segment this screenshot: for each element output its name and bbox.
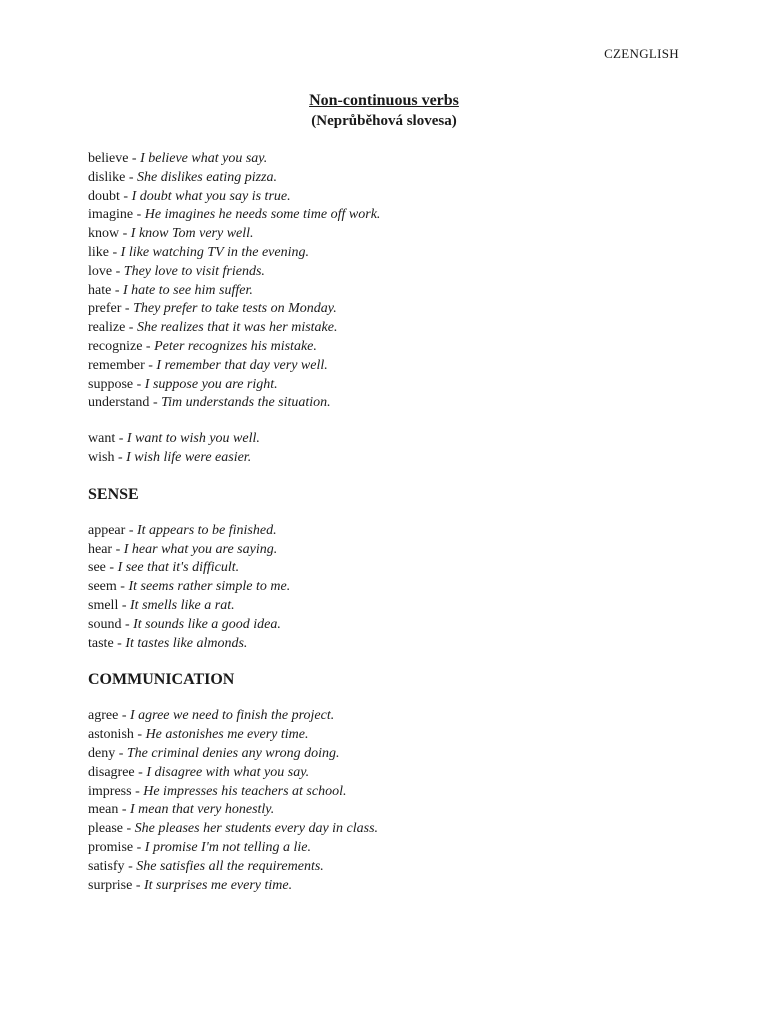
- example-sentence: She dislikes eating pizza.: [137, 169, 278, 185]
- verb-entry: love - They love to visit friends.: [88, 263, 265, 279]
- verb-word: dislike: [88, 169, 126, 185]
- verb-entry: appear - It appears to be finished.: [88, 522, 277, 538]
- verb-word: see: [88, 560, 106, 576]
- example-sentence: I agree we need to finish the project.: [129, 708, 335, 724]
- example-sentence: I believe what you say.: [140, 151, 268, 166]
- example-sentence: I promise I'm not telling a lie.: [144, 839, 311, 855]
- example-sentence: It seems rather simple to me.: [128, 579, 291, 595]
- verb-word: believe: [88, 151, 129, 166]
- verb-entry: hear - I hear what you are saying.: [88, 541, 278, 557]
- verb-word: doubt: [88, 188, 120, 204]
- document-body: [88, 150, 708, 895]
- example-sentence: I want to wish you well.: [126, 431, 260, 447]
- page-title: Non-continuous verbs: [309, 92, 459, 109]
- verb-word: deny: [88, 745, 116, 761]
- example-sentence: I wish life were easier.: [126, 449, 252, 465]
- example-sentence: Tim understands the situation.: [161, 395, 331, 411]
- verb-word: suppose: [88, 376, 134, 392]
- example-sentence: Peter recognizes his mistake.: [154, 338, 317, 354]
- verb-entry: understand - Tim understands the situation.: [88, 395, 331, 411]
- verb-word: recognize: [88, 338, 143, 354]
- verb-word: agree: [88, 708, 119, 724]
- spacer: [88, 413, 708, 430]
- verb-word: mean: [88, 802, 119, 818]
- verb-word: smell: [88, 597, 119, 613]
- section-heading-sense: SENSE: [88, 485, 139, 503]
- verb-entry: remember - I remember that day very well.: [88, 357, 328, 373]
- example-sentence: It smells like a rat.: [130, 597, 235, 613]
- verb-list-want-wish: [88, 430, 708, 468]
- example-sentence: I suppose you are right.: [144, 376, 278, 392]
- verb-entry: like - I like watching TV in the evening.: [88, 244, 309, 260]
- verb-entry: doubt - I doubt what you say is true.: [88, 188, 291, 204]
- verb-entry: see - I see that it's difficult.: [88, 560, 240, 576]
- verb-entry: agree - I agree we need to finish the project.: [88, 708, 335, 724]
- verb-word: disagree: [88, 764, 135, 780]
- verb-word: hate: [88, 282, 112, 298]
- verb-entry: mean - I mean that very honestly.: [88, 802, 275, 818]
- verb-entry: disagree - I disagree with what you say.: [88, 764, 310, 780]
- example-sentence: The criminal denies any wrong doing.: [126, 745, 340, 761]
- verb-entry: prefer - They prefer to take tests on Monday.: [88, 301, 337, 317]
- example-sentence: He impresses his teachers at school.: [143, 783, 347, 799]
- verb-entry: sound - It sounds like a good idea.: [88, 616, 281, 632]
- verb-entry: promise - I promise I'm not telling a lie.: [88, 839, 311, 855]
- example-sentence: She satisfies all the requirements.: [136, 858, 324, 874]
- verb-word: taste: [88, 635, 114, 651]
- example-sentence: It appears to be finished.: [136, 522, 277, 538]
- verb-word: impress: [88, 783, 132, 799]
- verb-entry: dislike - She dislikes eating pizza.: [88, 169, 278, 185]
- verb-list-sense: [88, 522, 708, 654]
- verb-word: prefer: [88, 301, 122, 317]
- verb-entry: realize - She realizes that it was her mistake.: [88, 320, 338, 336]
- verb-entry: want - I want to wish you well.: [88, 431, 260, 447]
- example-sentence: He imagines he needs some time off work.: [144, 207, 381, 223]
- example-sentence: I doubt what you say is true.: [131, 188, 291, 204]
- verb-entry: wish - I wish life were easier.: [88, 449, 252, 465]
- verb-entry: impress - He impresses his teachers at school.: [88, 783, 347, 799]
- verb-list-communication: [88, 707, 708, 895]
- verb-entry: taste - It tastes like almonds.: [88, 635, 248, 651]
- example-sentence: I mean that very honestly.: [130, 802, 275, 818]
- example-sentence: I know Tom very well.: [130, 226, 254, 242]
- verb-word: please: [88, 821, 123, 837]
- verb-entry: suppose - I suppose you are right.: [88, 376, 278, 392]
- verb-entry: deny - The criminal denies any wrong doing.: [88, 745, 340, 761]
- example-sentence: I hate to see him suffer.: [123, 282, 253, 298]
- example-sentence: They love to visit friends.: [123, 263, 265, 279]
- verb-entry: hate - I hate to see him suffer.: [88, 282, 253, 298]
- example-sentence: I disagree with what you say.: [146, 764, 310, 780]
- verb-word: remember: [88, 357, 145, 373]
- verb-entry: please - She pleases her students every day in class.: [88, 821, 379, 837]
- example-sentence: It sounds like a good idea.: [133, 616, 281, 632]
- verb-word: want: [88, 431, 116, 447]
- verb-word: surprise: [88, 877, 133, 893]
- verb-word: sound: [88, 616, 122, 632]
- example-sentence: I see that it's difficult.: [117, 560, 240, 576]
- header-brand: CZENGLISH: [604, 46, 679, 61]
- page-subtitle: (Neprůběhová slovesa): [311, 113, 457, 129]
- verb-entry: satisfy - She satisfies all the requirements.: [88, 858, 324, 874]
- verb-entry: imagine - He imagines he needs some time off work.: [88, 207, 381, 223]
- verb-entry: surprise - It surprises me every time.: [88, 877, 293, 893]
- verb-word: like: [88, 244, 109, 260]
- verb-list-main: [88, 150, 708, 413]
- verb-word: love: [88, 263, 113, 279]
- example-sentence: It surprises me every time.: [144, 877, 293, 893]
- verb-entry: believe - I believe what you say.: [88, 151, 268, 166]
- example-sentence: She realizes that it was her mistake.: [136, 320, 338, 336]
- verb-word: satisfy: [88, 858, 125, 874]
- verb-word: wish: [88, 449, 115, 465]
- verb-word: understand: [88, 395, 150, 411]
- verb-word: imagine: [88, 207, 134, 223]
- verb-word: know: [88, 226, 120, 242]
- verb-entry: recognize - Peter recognizes his mistake.: [88, 338, 317, 354]
- verb-word: hear: [88, 541, 113, 557]
- section-heading-communication: COMMUNICATION: [88, 671, 235, 689]
- verb-entry: seem - It seems rather simple to me.: [88, 579, 291, 595]
- verb-word: appear: [88, 522, 126, 538]
- verb-word: realize: [88, 320, 126, 336]
- example-sentence: He astonishes me every time.: [145, 727, 309, 743]
- example-sentence: She pleases her students every day in class.: [134, 821, 379, 837]
- example-sentence: I like watching TV in the evening.: [120, 244, 309, 260]
- verb-word: promise: [88, 839, 134, 855]
- example-sentence: I hear what you are saying.: [123, 541, 278, 557]
- example-sentence: I remember that day very well.: [156, 357, 328, 373]
- verb-entry: know - I know Tom very well.: [88, 226, 254, 242]
- verb-entry: smell - It smells like a rat.: [88, 597, 235, 613]
- verb-word: seem: [88, 579, 117, 595]
- verb-word: astonish: [88, 727, 134, 743]
- example-sentence: It tastes like almonds.: [125, 635, 248, 651]
- verb-entry: astonish - He astonishes me every time.: [88, 727, 309, 743]
- example-sentence: They prefer to take tests on Monday.: [133, 301, 337, 317]
